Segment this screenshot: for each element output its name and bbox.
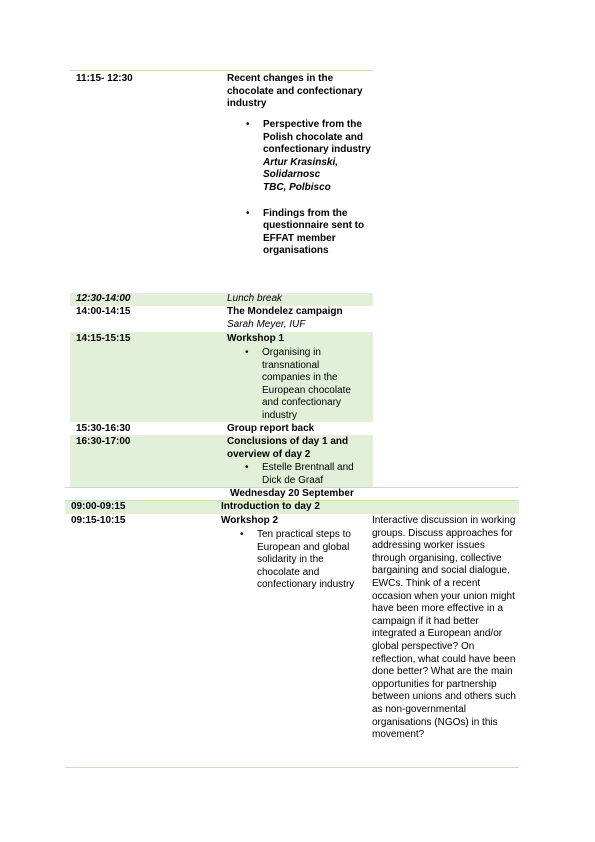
day-heading-row bbox=[65, 488, 519, 500]
list-item: • Organising in transnational companies in the European chocolate and confectionary industry bbox=[245, 347, 351, 421]
speaker: TBC, Polbisco bbox=[263, 181, 331, 193]
time-slot: 14:15-15:15 bbox=[76, 333, 131, 344]
session-bullets bbox=[240, 529, 357, 592]
time-slot: 09:15-10:15 bbox=[71, 515, 126, 526]
time-slot: 11:15- 12:30 bbox=[76, 73, 133, 84]
time-slot: 16:30-17:00 bbox=[76, 436, 131, 447]
session-title: Lunch break bbox=[227, 293, 283, 304]
bullet-icon: • bbox=[245, 347, 249, 358]
schedule-row bbox=[70, 306, 373, 332]
schedule-row bbox=[65, 501, 519, 514]
session-title: Workshop 2 bbox=[221, 515, 279, 526]
session-description: Interactive discussion in working groups. Discuss approaches for addressing worker issues through organising, collective bargaining and social dialogue, EWCs. Think of a recent occasion when your union might have been more effective in a campaign if it had better integrated a European and/or global perspective? On reflection, what could have been done better? What are the main opportunities for partnership between unions and others such as non-governmental organisations (NGOs) in this movement? bbox=[372, 515, 516, 741]
time-slot: 09:00-09:15 bbox=[71, 501, 126, 512]
session-title: The Mondelez campaign bbox=[227, 306, 343, 317]
list-item: • Findings from the questionnaire sent to EFFAT member organisations bbox=[246, 207, 365, 257]
session-bullets bbox=[245, 462, 372, 487]
session-bullets bbox=[245, 347, 370, 423]
session-title: Recent changes in the chocolate and confectionary industry bbox=[227, 73, 363, 110]
time-slot: 12:30-14:00 bbox=[76, 293, 131, 304]
time-slot: 14:00-14:15 bbox=[76, 306, 131, 317]
bullet-icon: • bbox=[240, 529, 244, 540]
table-rule bbox=[65, 767, 519, 768]
list-item: • Estelle Brentnall and Dick de Graaf bbox=[245, 462, 354, 486]
day-heading: Wednesday 20 September bbox=[230, 488, 354, 499]
schedule-row bbox=[70, 71, 373, 293]
schedule-row bbox=[70, 332, 373, 422]
session-bullets bbox=[246, 119, 371, 258]
session-title: Conclusions of day 1 and overview of day 2 bbox=[227, 436, 349, 460]
list-item: • Perspective from the Polish chocolate and confectionary industry Artur Krasinski, Solidarnosc TBC, Polbisco bbox=[246, 119, 371, 193]
schedule-row bbox=[70, 422, 373, 435]
speaker: Sarah Meyer, IUF bbox=[227, 319, 306, 330]
time-slot: 15:30-16:30 bbox=[76, 423, 131, 434]
session-title: Workshop 1 bbox=[227, 333, 285, 344]
bullet-icon: • bbox=[245, 462, 249, 473]
schedule-row bbox=[70, 293, 373, 306]
list-item: • Ten practical steps to European and global solidarity in the chocolate and confectionary industry bbox=[240, 529, 355, 591]
bullet-icon: • bbox=[246, 119, 250, 130]
speaker: Artur Krasinski, Solidarnosc bbox=[263, 156, 339, 181]
session-title: Group report back bbox=[227, 423, 315, 434]
session-title: Introduction to day 2 bbox=[221, 501, 320, 512]
schedule-row bbox=[65, 514, 519, 767]
bullet-icon: • bbox=[246, 207, 250, 219]
schedule-row bbox=[70, 435, 373, 487]
